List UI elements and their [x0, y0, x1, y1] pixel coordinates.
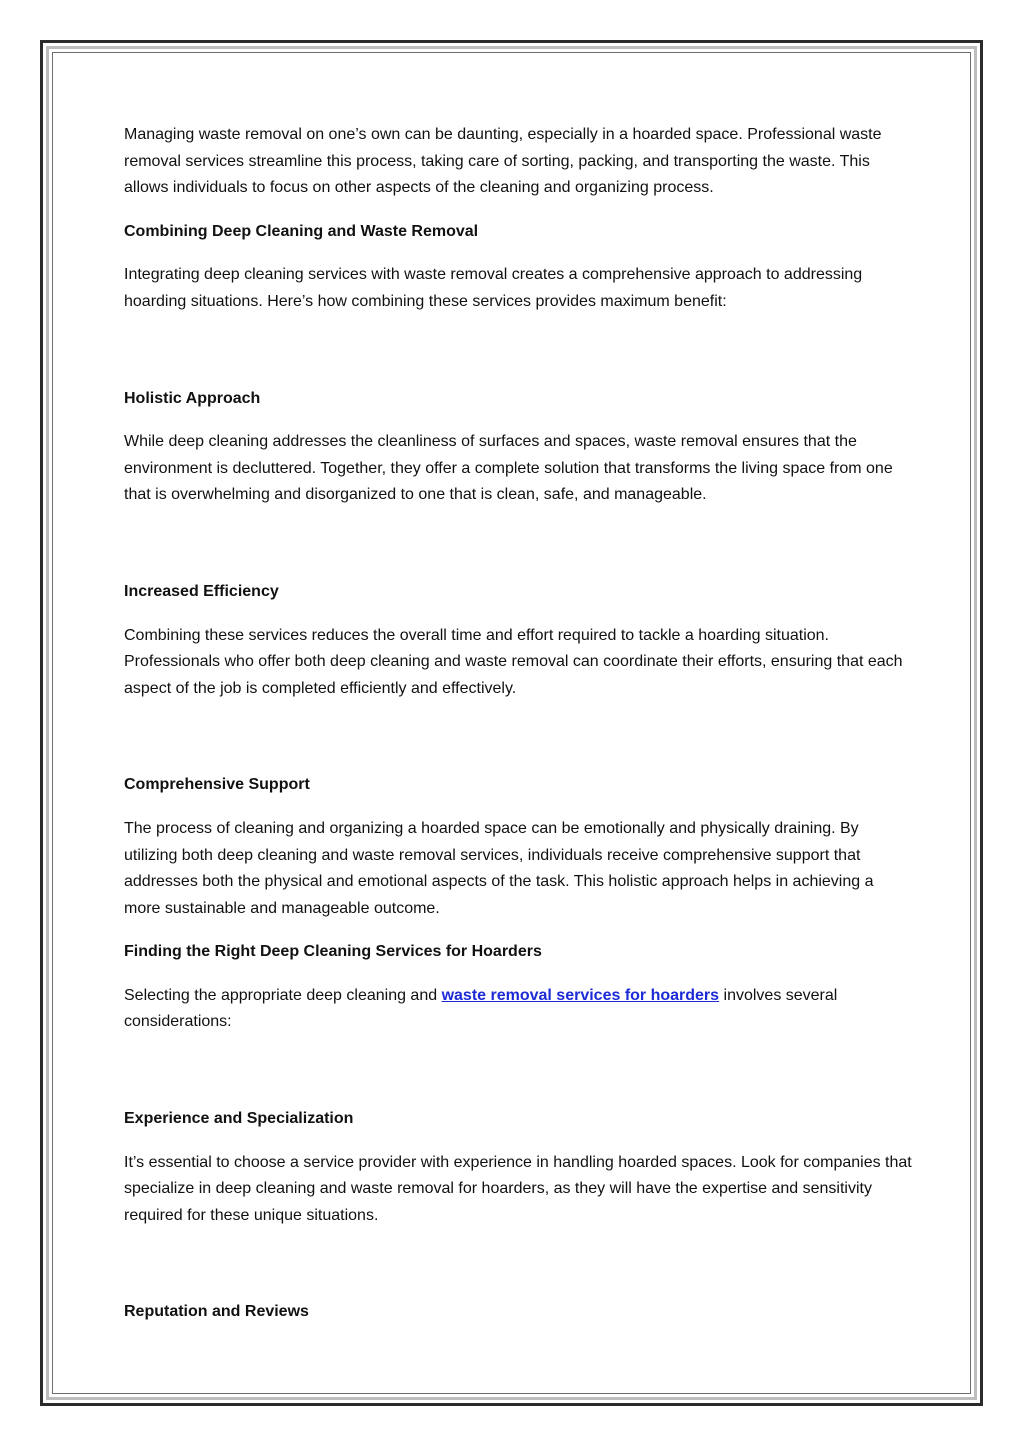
- paragraph-experience-specialization: It’s essential to choose a service provider with experience in handling hoarded spaces. Look for companies that specialize in deep cleaning and waste removal for hoarders, as they will have the expertise and sensitivity required for these unique situations.: [124, 1153, 912, 1224]
- paragraph-combining-intro: Integrating deep cleaning services with waste removal creates a comprehensive approach to addressing hoarding situations. Here’s how combining these services provides maximum benefit:: [124, 266, 863, 310]
- heading-holistic-approach: Holistic Approach: [124, 389, 261, 407]
- heading-experience-specialization: Experience and Specialization: [124, 1110, 354, 1128]
- heading-reputation-reviews: Reputation and Reviews: [124, 1303, 309, 1321]
- heading-combining: Combining Deep Cleaning and Waste Removal: [124, 222, 479, 240]
- paragraph-increased-efficiency: Combining these services reduces the overall time and effort required to tackle a hoarding situation. Professionals who offer both deep cleaning and waste removal can coordinate their efforts, ensuring that each aspect of the job is completed efficiently and effectively.: [124, 626, 903, 697]
- paragraph-waste-removal-intro: Managing waste removal on one’s own can be daunting, especially in a hoarded space. Professional waste removal services streamline this process, taking care of sorting, packing, and transporting the waste. This allows individuals to focus on other aspects of the cleaning and organizing process.: [124, 126, 882, 197]
- heading-increased-efficiency: Increased Efficiency: [124, 582, 279, 600]
- heading-finding-right-services: Finding the Right Deep Cleaning Services for Hoarders: [124, 943, 542, 961]
- paragraph-selecting-text-after: involves several considerations:: [124, 986, 838, 1031]
- document-body: [124, 122, 914, 1343]
- waste-removal-services-link[interactable]: waste removal services for hoarders: [441, 986, 720, 1004]
- paragraph-selecting-services: [124, 983, 914, 1036]
- paragraph-comprehensive-support: The process of cleaning and organizing a hoarded space can be emotionally and physically draining. By utilizing both deep cleaning and waste removal services, individuals receive comprehensive support that addresses both the physical and emotional aspects of the task. This holistic approach helps in achieving a more sustainable and manageable outcome.: [124, 819, 874, 917]
- heading-comprehensive-support: Comprehensive Support: [124, 776, 310, 794]
- paragraph-holistic-approach: While deep cleaning addresses the cleanliness of surfaces and spaces, waste removal ensures that the environment is decluttered. Together, they offer a complete solution that transforms the living space from one that is overwhelming and disorganized to one that is clean, safe, and manageable.: [124, 433, 893, 504]
- paragraph-selecting-text-before: Selecting the appropriate deep cleaning and: [124, 986, 442, 1004]
